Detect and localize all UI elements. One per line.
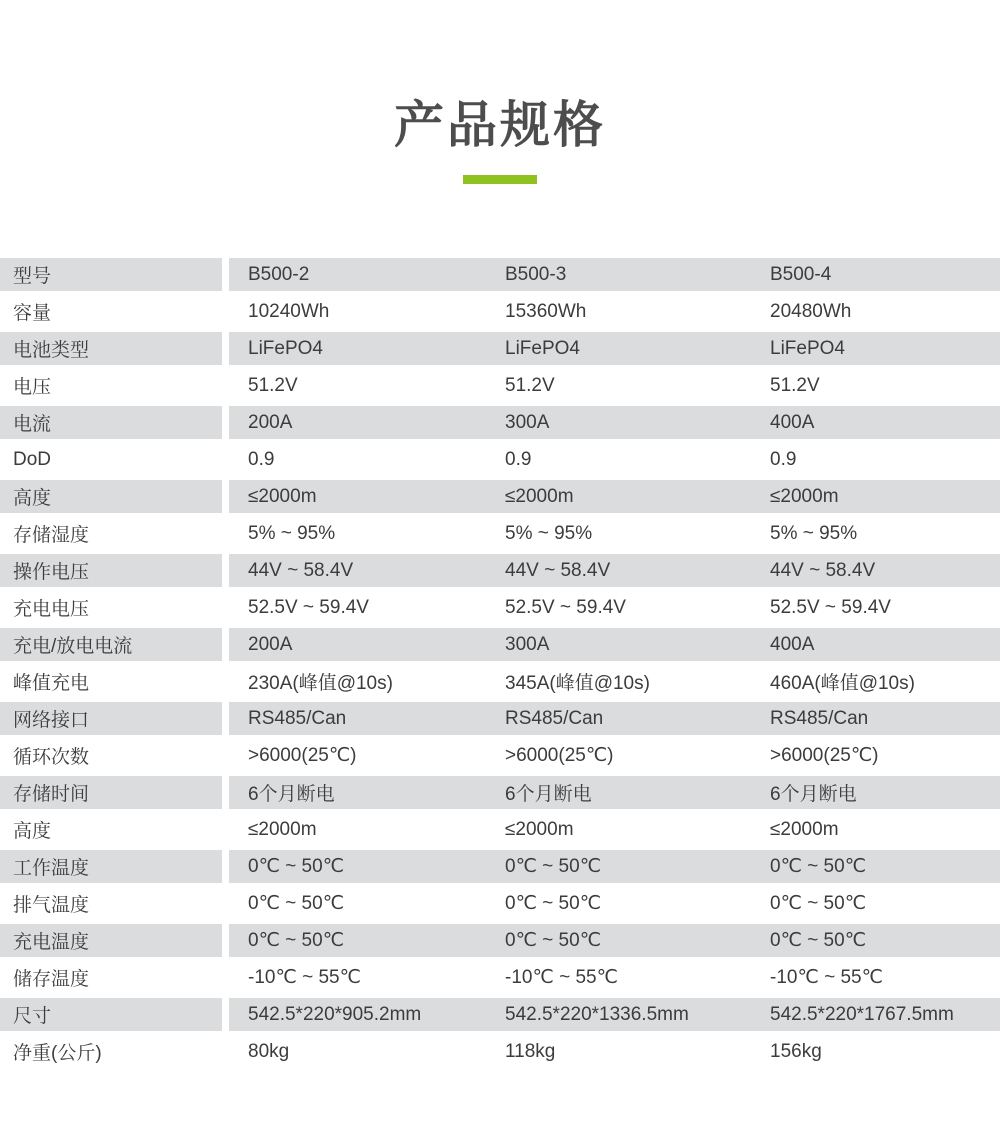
cell-value: B500-3: [505, 263, 567, 285]
column-gap: [222, 406, 229, 439]
row-values: [229, 998, 1000, 1031]
cell-value: 0℃ ~ 50℃: [505, 893, 602, 914]
cell-value: ≤2000m: [248, 818, 317, 840]
table-row: [0, 441, 1000, 478]
column-gap: [222, 850, 229, 883]
cell-value: 44V ~ 58.4V: [770, 559, 876, 581]
page-title: 产品规格: [394, 97, 606, 153]
row-label: 排气温度: [13, 895, 90, 916]
cell-value: RS485/Can: [770, 707, 869, 729]
row-values: [229, 702, 1000, 735]
row-label: 电压: [13, 377, 52, 398]
row-values: [229, 961, 1000, 994]
row-values: [229, 665, 1000, 698]
cell-value: 542.5*220*1767.5mm: [770, 1003, 954, 1025]
table-row: [0, 996, 1000, 1033]
cell-value: LiFePO4: [505, 337, 580, 359]
table-row: [0, 293, 1000, 330]
column-gap: [222, 554, 229, 587]
cell-value: ≤2000m: [505, 818, 574, 840]
row-values: [229, 776, 1000, 809]
table-row: [0, 404, 1000, 441]
row-label: 型号: [0, 258, 222, 291]
page-header: [0, 0, 1000, 184]
cell-value: 6个月断电: [505, 784, 592, 805]
table-row: [0, 589, 1000, 626]
row-label: 电流: [0, 406, 222, 439]
title-underline-bar: [463, 175, 537, 184]
column-gap: [222, 369, 229, 402]
cell-value: B500-4: [770, 263, 832, 285]
cell-value: 156kg: [770, 1040, 822, 1062]
cell-value: 0℃ ~ 50℃: [770, 930, 867, 951]
cell-value: 345A(峰值@10s): [505, 673, 650, 694]
table-row: [0, 811, 1000, 848]
cell-value: 5% ~ 95%: [248, 522, 336, 544]
row-values: [229, 813, 1000, 846]
table-row: [0, 737, 1000, 774]
cell-value: ≤2000m: [505, 485, 574, 507]
cell-value: 5% ~ 95%: [505, 522, 593, 544]
table-row: [0, 256, 1000, 293]
cell-value: LiFePO4: [770, 337, 845, 359]
cell-value: 0.9: [770, 448, 797, 470]
column-gap: [222, 591, 229, 624]
row-label: 净重(公斤): [13, 1043, 102, 1064]
cell-value: 0℃ ~ 50℃: [770, 893, 867, 914]
row-values: [229, 554, 1000, 587]
cell-value: 0℃ ~ 50℃: [505, 856, 602, 877]
row-values: [229, 332, 1000, 365]
row-values: [229, 443, 1000, 476]
column-gap: [222, 295, 229, 328]
table-row: [0, 552, 1000, 589]
cell-value: 52.5V ~ 59.4V: [248, 596, 369, 618]
column-gap: [222, 665, 229, 698]
cell-value: RS485/Can: [505, 707, 604, 729]
cell-value: 52.5V ~ 59.4V: [505, 596, 626, 618]
column-gap: [222, 887, 229, 920]
table-row: [0, 367, 1000, 404]
column-gap: [222, 1035, 229, 1068]
row-label: 网络接口: [0, 702, 222, 735]
cell-value: 300A: [505, 633, 550, 655]
cell-value: 44V ~ 58.4V: [248, 559, 354, 581]
column-gap: [222, 813, 229, 846]
row-values: [229, 591, 1000, 624]
cell-value: 542.5*220*905.2mm: [248, 1003, 422, 1025]
cell-value: -10℃ ~ 55℃: [248, 967, 361, 988]
row-values: [229, 924, 1000, 957]
table-row: [0, 959, 1000, 996]
cell-value: 0℃ ~ 50℃: [505, 930, 602, 951]
cell-value: 400A: [770, 411, 815, 433]
row-label: 循环次数: [13, 747, 90, 768]
cell-value: ≤2000m: [248, 485, 317, 507]
cell-value: 6个月断电: [248, 784, 335, 805]
cell-value: RS485/Can: [248, 707, 347, 729]
row-values: [229, 1035, 1000, 1068]
row-values: [229, 295, 1000, 328]
table-row: [0, 1033, 1000, 1070]
cell-value: LiFePO4: [248, 337, 323, 359]
cell-value: 0℃ ~ 50℃: [248, 856, 345, 877]
cell-value: B500-2: [248, 263, 310, 285]
table-row: [0, 885, 1000, 922]
column-gap: [222, 258, 229, 291]
cell-value: -10℃ ~ 55℃: [505, 967, 618, 988]
row-label: 存储湿度: [13, 525, 90, 546]
cell-value: 52.5V ~ 59.4V: [770, 596, 891, 618]
row-label: 存储时间: [0, 776, 222, 809]
cell-value: 0℃ ~ 50℃: [248, 893, 345, 914]
cell-value: 118kg: [505, 1040, 556, 1062]
row-label: 容量: [13, 303, 52, 324]
row-label: 充电电压: [13, 599, 90, 620]
cell-value: >6000(25℃): [248, 745, 357, 766]
row-label: 电池类型: [0, 332, 222, 365]
cell-value: 10240Wh: [248, 300, 330, 322]
cell-value: 6个月断电: [770, 784, 857, 805]
column-gap: [222, 998, 229, 1031]
cell-value: 542.5*220*1336.5mm: [505, 1003, 689, 1025]
table-row: [0, 626, 1000, 663]
column-gap: [222, 332, 229, 365]
cell-value: 0.9: [248, 448, 275, 470]
row-values: [229, 369, 1000, 402]
row-values: [229, 628, 1000, 661]
cell-value: 51.2V: [505, 374, 555, 396]
column-gap: [222, 702, 229, 735]
cell-value: ≤2000m: [770, 485, 839, 507]
row-values: [229, 850, 1000, 883]
row-values: [229, 406, 1000, 439]
column-gap: [222, 924, 229, 957]
table-row: [0, 663, 1000, 700]
cell-value: 80kg: [248, 1040, 290, 1062]
cell-value: >6000(25℃): [505, 745, 614, 766]
cell-value: 44V ~ 58.4V: [505, 559, 611, 581]
row-values: [229, 258, 1000, 291]
spec-table: [0, 256, 1000, 1070]
row-values: [229, 480, 1000, 513]
table-row: [0, 515, 1000, 552]
table-row: [0, 700, 1000, 737]
column-gap: [222, 517, 229, 550]
cell-value: 460A(峰值@10s): [770, 673, 915, 694]
cell-value: 0℃ ~ 50℃: [770, 856, 867, 877]
cell-value: 0℃ ~ 50℃: [248, 930, 345, 951]
cell-value: 20480Wh: [770, 300, 852, 322]
row-label: 尺寸: [0, 998, 222, 1031]
table-row: [0, 922, 1000, 959]
column-gap: [222, 961, 229, 994]
row-label: 工作温度: [0, 850, 222, 883]
row-label: 充电温度: [0, 924, 222, 957]
row-values: [229, 739, 1000, 772]
cell-value: 300A: [505, 411, 550, 433]
row-label: 高度: [13, 821, 52, 842]
column-gap: [222, 628, 229, 661]
cell-value: 200A: [248, 411, 293, 433]
row-values: [229, 887, 1000, 920]
cell-value: 51.2V: [248, 374, 298, 396]
cell-value: 0.9: [505, 448, 532, 470]
cell-value: 230A(峰值@10s): [248, 673, 393, 694]
column-gap: [222, 776, 229, 809]
cell-value: >6000(25℃): [770, 745, 879, 766]
cell-value: 400A: [770, 633, 815, 655]
row-label: DoD: [13, 448, 52, 470]
row-label: 操作电压: [0, 554, 222, 587]
cell-value: ≤2000m: [770, 818, 839, 840]
table-row: [0, 848, 1000, 885]
row-label: 储存温度: [13, 969, 90, 990]
row-label: 充电/放电电流: [0, 628, 222, 661]
table-row: [0, 478, 1000, 515]
table-row: [0, 774, 1000, 811]
cell-value: 51.2V: [770, 374, 820, 396]
cell-value: -10℃ ~ 55℃: [770, 967, 883, 988]
cell-value: 200A: [248, 633, 293, 655]
row-label: 峰值充电: [13, 673, 90, 694]
cell-value: 15360Wh: [505, 300, 587, 322]
column-gap: [222, 443, 229, 476]
column-gap: [222, 480, 229, 513]
table-row: [0, 330, 1000, 367]
row-values: [229, 517, 1000, 550]
column-gap: [222, 739, 229, 772]
row-label: 高度: [0, 480, 222, 513]
cell-value: 5% ~ 95%: [770, 522, 858, 544]
